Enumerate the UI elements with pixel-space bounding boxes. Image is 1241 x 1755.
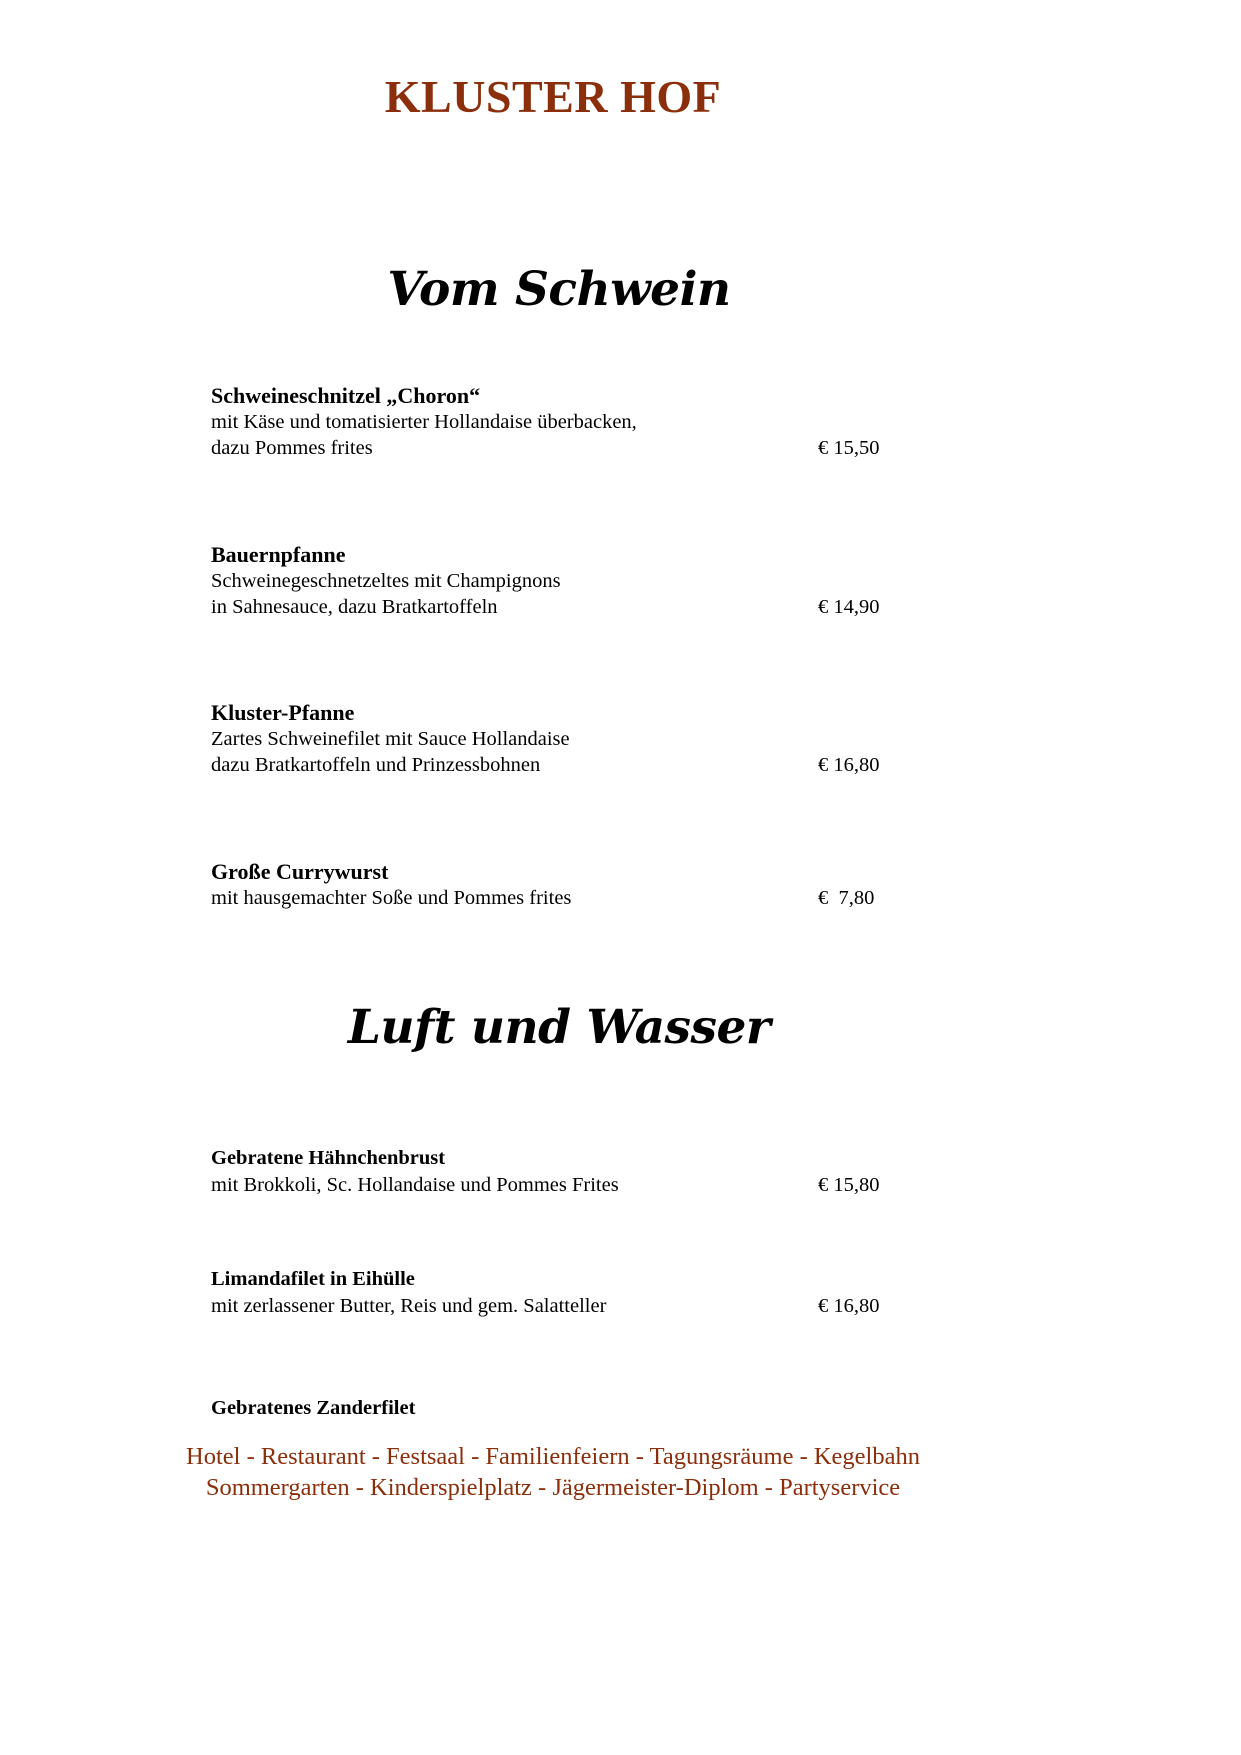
item-description: Schweinegeschnetzeltes mit Champignons <box>211 570 561 592</box>
section-title-vom-schwein: Vom Schwein <box>387 262 731 317</box>
menu-item-zanderfilet <box>211 1395 891 1422</box>
footer-line: Hotel - Restaurant - Festsaal - Familienfeiern - Tagungsräume - Kegelbahn <box>186 1443 920 1470</box>
menu-item-schweineschnitzel <box>211 382 891 461</box>
item-price: € 15,50 <box>818 437 880 459</box>
item-price: € 16,80 <box>818 754 880 776</box>
item-name: Limandafilet in Eihülle <box>211 1268 415 1290</box>
item-name: Schweineschnitzel „Choron“ <box>211 383 481 408</box>
menu-item-haehnchenbrust <box>211 1145 891 1198</box>
menu-item-kluster-pfanne <box>211 699 891 778</box>
menu-item-limandafilet <box>211 1266 891 1319</box>
item-price: € 16,80 <box>818 1295 880 1317</box>
item-price: € 14,90 <box>818 596 880 618</box>
item-description: in Sahnesauce, dazu Bratkartoffeln <box>211 596 498 618</box>
item-name: Gebratene Hähnchenbrust <box>211 1147 446 1169</box>
page-title: KLUSTER HOF <box>384 71 722 122</box>
item-price: € 7,80 <box>818 887 875 909</box>
item-name: Bauernpfanne <box>211 542 346 567</box>
item-description: mit Käse und tomatisierter Hollandaise überbacken, <box>211 411 637 433</box>
item-description: mit Brokkoli, Sc. Hollandaise und Pommes Frites <box>211 1174 619 1196</box>
item-description: dazu Bratkartoffeln und Prinzessbohnen <box>211 754 541 776</box>
menu-item-bauernpfanne <box>211 541 891 620</box>
item-name: Große Currywurst <box>211 859 389 884</box>
item-description: mit hausgemachter Soße und Pommes frites <box>211 887 572 909</box>
item-price: € 15,80 <box>818 1174 880 1196</box>
item-name: Kluster-Pfanne <box>211 700 355 725</box>
section-title-luft-und-wasser: Luft und Wasser <box>347 1000 771 1055</box>
item-description: dazu Pommes frites <box>211 437 373 459</box>
item-name: Gebratenes Zanderfilet <box>211 1397 416 1419</box>
footer-line: Sommergarten - Kinderspielplatz - Jägermeister-Diplom - Partyservice <box>205 1474 901 1501</box>
footer-services <box>0 1441 1106 1503</box>
menu-item-currywurst <box>211 858 891 911</box>
item-description: Zartes Schweinefilet mit Sauce Hollandaise <box>211 728 570 750</box>
item-description: mit zerlassener Butter, Reis und gem. Salatteller <box>211 1295 607 1317</box>
